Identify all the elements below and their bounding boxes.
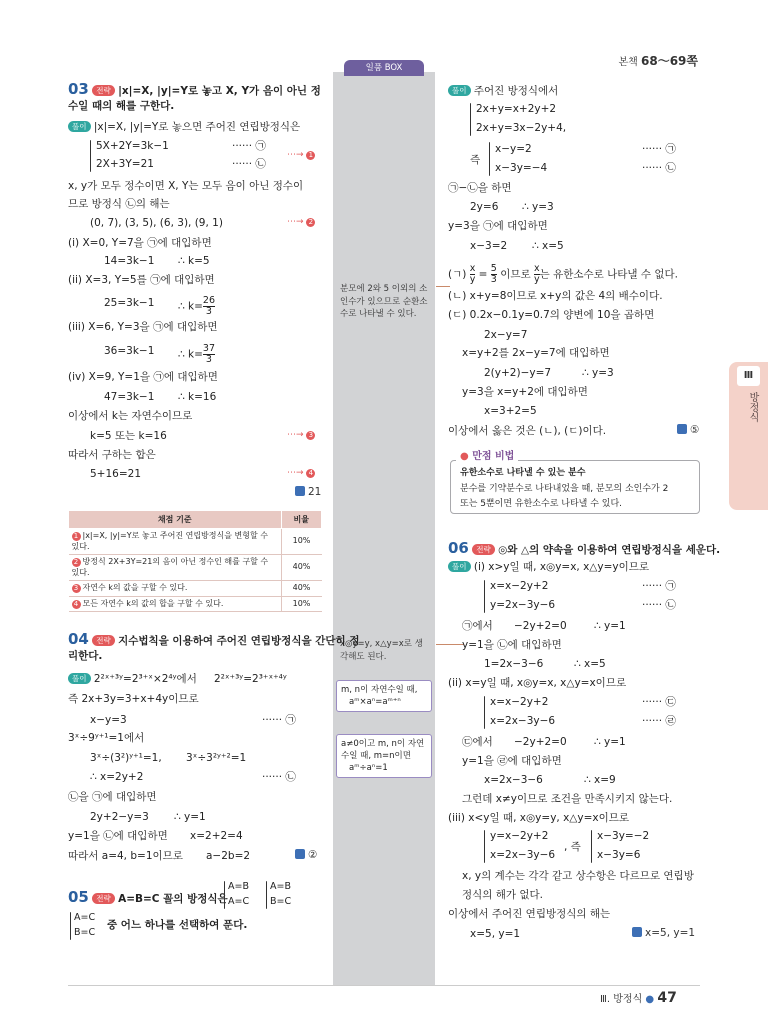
p06-l6: ㉢에서 [462, 736, 493, 748]
brace [224, 881, 225, 909]
footer-chapter: Ⅲ. 방정식 [600, 994, 643, 1005]
numerator: 37 [202, 343, 215, 354]
table-row [69, 529, 322, 555]
p03-case2-result [178, 296, 215, 317]
step-marker-4: ⋯→ 4 [287, 468, 317, 478]
p04-l5b: 3ˣ÷3²ʸ⁺²=1 [186, 752, 247, 764]
criteria-text: 방정식 2X+3Y=21의 음이 아닌 정수인 해를 구할 수 있다. [71, 557, 269, 577]
problem-04-strategy-2: 리한다. [68, 650, 103, 662]
side-notes-column [333, 72, 435, 986]
p04-l2: 즉 2x+3y=3+x+4y이므로 [68, 693, 199, 705]
p05-e2: A=C [228, 896, 250, 907]
p03-case3-eq: 36=3k−1 [104, 345, 155, 357]
p04-l1-text: 2²ˣ⁺³ʸ=2³⁺ˣ×2⁴ʸ에서 [93, 673, 197, 685]
step-1: 1 [306, 151, 315, 160]
p05-e6: B=C [74, 927, 96, 938]
p06-e2-label: ······ ㉡ [642, 599, 676, 611]
p03-l5: 이상에서 k는 자연수이므로 [68, 410, 193, 422]
problem-number: 06 [448, 539, 469, 557]
footer-divider [68, 985, 700, 986]
p06-e3-label: ······ ㉢ [642, 696, 676, 708]
brace [484, 580, 485, 613]
step-1: 1 [72, 532, 81, 541]
r05-e2: 2x+y=3x−2y+4 [476, 122, 563, 134]
frac-x: x [469, 263, 476, 274]
tip-line2: 분수를 기약분수로 나타내었을 때, 분모의 소인수가 2 [460, 484, 669, 494]
p03-case3-result [178, 344, 215, 365]
criteria-text: 자연수 k의 값을 구할 수 있다. [82, 583, 188, 592]
answer-06 [632, 927, 695, 939]
p05-e3: A=B [270, 881, 291, 892]
brace [484, 830, 485, 863]
problem-04-strategy: 지수법칙을 이용하여 주어진 연립방정식을 간단히 정 [118, 635, 360, 647]
brace [484, 696, 485, 729]
p03-eq1: 5X+2Y=3k−1 [96, 140, 169, 152]
p06-l7: y=1을 ㉣에 대입하면 [462, 755, 562, 767]
r05-l4: y=3을 ㉠에 대입하면 [448, 220, 548, 232]
answer-value: ⑤ [690, 424, 700, 436]
problem-06-strategy: ◎와 △의 약속을 이용하여 연립방정식을 세운다. [498, 544, 721, 556]
r05-l11b: ∴ y=3 [582, 367, 614, 379]
note-finite-decimal: 분모에 2와 5 이외의 소인수가 있으므로 순환소수로 나타낼 수 있다. [340, 284, 428, 319]
p03-case3: (iii) X=6, Y=3을 ㉠에 대입하면 [68, 321, 218, 333]
tip-line3: 또는 5뿐이면 유한소수로 나타낼 수 있다. [460, 499, 622, 509]
p06-l9: 그런데 x≠y이므로 조건을 만족시키지 않는다. [462, 793, 673, 805]
note-box-exponent-product [336, 680, 432, 712]
p03-case2: (ii) X=3, Y=5를 ㉠에 대입하면 [68, 274, 215, 286]
p06-l2c: ∴ y=1 [594, 620, 626, 632]
p04-l8: 2y+2−y=3 [90, 811, 149, 823]
p03-case4: (iv) X=9, Y=1을 ㉠에 대입하면 [68, 371, 218, 383]
problem-06-title [448, 541, 720, 557]
step-4: 4 [306, 469, 315, 478]
table-row [69, 596, 322, 612]
table-header [69, 511, 322, 529]
r05-e3-label: ······ ㉠ [642, 143, 676, 155]
table-row [69, 555, 322, 581]
item-label: (ㄱ) [448, 268, 467, 281]
r05-l10: x=y+2를 2x−y=7에 대입하면 [462, 347, 610, 359]
strategy-tag: 전략 [92, 85, 115, 96]
p04-l7: ㉡을 ㉠에 대입하면 [68, 791, 157, 803]
r05-l5: x−3=2 [470, 240, 508, 252]
step-marker-3: ⋯→ 3 [287, 430, 317, 440]
answer-icon [295, 849, 305, 859]
brace [266, 881, 267, 909]
tip-title: 만점 비법 [472, 451, 515, 462]
step-marker-2: ⋯→ 2 [287, 217, 317, 227]
p06-l5: (ii) x=y일 때, x◎y=x, x△y=x이므로 [448, 677, 627, 689]
ratio: 40% [281, 555, 322, 581]
r05-l6-text: 이므로 [500, 268, 531, 281]
table-row [69, 581, 322, 597]
problem-03-title [68, 82, 321, 98]
answer-value: ② [308, 849, 318, 861]
problem-03-strategy: |x|=X, |y|=Y로 놓고 X, Y가 음이 아닌 정 [118, 85, 321, 97]
box2-line3: aᵐ÷aⁿ=1 [349, 763, 388, 773]
problem-number: 04 [68, 630, 89, 648]
chapter-label: 방정식 [747, 392, 758, 422]
r05-l11: 2(y+2)−y=7 [484, 367, 552, 379]
r05-l14: 이상에서 옳은 것은 (ㄴ), (ㄷ)이다. [448, 425, 607, 437]
solution-tag: 풀이 [448, 561, 471, 572]
p04-l9: y=1을 ㉡에 대입하면 [68, 830, 168, 842]
box-tab: 일품 BOX [344, 60, 424, 76]
r05-l13: x=3+2=5 [484, 405, 537, 417]
step-2: 2 [306, 218, 315, 227]
p03-case1-eq: 14=3k−1 [104, 255, 155, 267]
p06-jeuk: , 즉 [564, 841, 581, 853]
header-ratio: 비율 [281, 511, 322, 529]
p06-e4: x=2x−3y−6 [490, 715, 556, 727]
criteria-text: |x|=X, |y|=Y로 놓고 주어진 연립방정식을 변형할 수 있다. [71, 531, 268, 551]
denominator: 3 [205, 306, 212, 317]
step-marker-1: ⋯→ 1 [287, 150, 317, 160]
p03-l8: 5+16=21 [90, 468, 141, 480]
p04-l1b: 2²ˣ⁺³ʸ=2³⁺ˣ⁺⁴ʸ [214, 673, 287, 685]
chapter-number: Ⅲ [737, 366, 760, 386]
r05-l9: 2x−y=7 [484, 329, 528, 341]
numerator: 5 [490, 263, 497, 274]
problem-04-title [68, 632, 360, 648]
problem-number: 05 [68, 888, 89, 906]
r05-e1: 2x+y=x+2y+2 [476, 103, 557, 115]
denominator: 3 [205, 354, 212, 365]
p03-l4: (0, 7), (3, 5), (6, 3), (9, 1) [90, 217, 223, 229]
r05-l2: ㉠−㉡을 하면 [448, 182, 512, 194]
grading-table [68, 510, 322, 612]
denominator: 3 [490, 274, 497, 285]
p06-e1: x=x−2y+2 [490, 580, 549, 592]
connector-line [436, 644, 464, 645]
p03-eq2: 2X+3Y=21 [96, 158, 154, 170]
solution-tag: 풀이 [68, 121, 91, 132]
p06-l8b: ∴ x=9 [584, 774, 616, 786]
page-reference [618, 52, 698, 69]
box2-line2: 수일 때, m=n이면 [341, 751, 411, 761]
step-3: 3 [72, 584, 81, 593]
p04-l1 [68, 672, 197, 686]
p04-l9b: x=2+2=4 [190, 830, 243, 842]
fraction [203, 344, 215, 365]
ratio: 10% [281, 596, 322, 612]
p03-case2-eq: 25=3k−1 [104, 297, 155, 309]
strategy-tag: 전략 [472, 544, 495, 555]
p06-e8: x−3y=6 [597, 849, 641, 861]
answer-value: x=5, y=1 [645, 927, 696, 939]
frac-y: y [533, 274, 540, 285]
answer-04 [295, 849, 317, 861]
step-3: 3 [306, 431, 315, 440]
p04-l3: x−y=3 [90, 714, 127, 726]
p06-l13: 이상에서 주어진 연립방정식의 해는 [448, 908, 611, 920]
ratio: 10% [281, 529, 322, 555]
p06-l1-text: (i) x>y일 때, x◎y=x, x△y=y이므로 [473, 561, 650, 573]
r05-l6: (ㄱ) $\frac{x}{y}$ = $\frac{5}{3}$ 이므로 $\frac{x}{y}$ 는 유한소수로 나타낼 수 없다. [448, 263, 678, 285]
note-operation: x◎y=y, x△y=x로 생각해도 된다. [340, 639, 423, 662]
r05-l1 [448, 84, 558, 98]
step-4: 4 [72, 600, 81, 609]
r05-e2-line: 2x+y=3x−2y+4, [476, 122, 567, 134]
note-box-exponent-division [336, 734, 432, 778]
p06-l1 [448, 560, 649, 574]
p03-l6: k=5 또는 k=16 [90, 430, 167, 442]
answer-icon [632, 927, 642, 937]
r05-l8: (ㄷ) 0.2x−0.1y=0.7의 양변에 10을 곱하면 [448, 309, 655, 321]
r05-l6c: 는 유한소수로 나타낼 수 없다. [539, 268, 678, 281]
p03-case1-result: ∴ k=5 [178, 255, 210, 267]
p04-l6-label: ······ ㉡ [262, 771, 296, 783]
frac-x: x [533, 263, 540, 274]
criteria-text: 모든 자연수 k의 값의 합을 구할 수 있다. [82, 598, 224, 608]
r05-e4: x−3y=−4 [495, 162, 548, 174]
brace [470, 103, 471, 136]
brace [70, 912, 71, 940]
p06-e3: x=x−2y+2 [490, 696, 549, 708]
fraction [491, 264, 497, 285]
p06-l4: 1=2x−3−6 [484, 658, 544, 670]
strategy-tag: 전략 [92, 893, 115, 904]
tip-heading [456, 447, 518, 462]
p04-l8b: ∴ y=1 [174, 811, 206, 823]
p03-case1: (i) X=0, Y=7을 ㉠에 대입하면 [68, 237, 212, 249]
p03-eq2-label: ······ ㉡ [232, 158, 266, 170]
p06-e7: x−3y=−2 [597, 830, 650, 842]
p04-l4: 3ˣ÷9ʸ⁺¹=1에서 [68, 732, 145, 744]
numerator: 26 [202, 295, 215, 306]
box2-line1: a≠0이고 m, n이 자연 [341, 739, 425, 749]
fraction-xy [470, 264, 476, 285]
r05-l3b: ∴ y=3 [522, 201, 554, 213]
p06-l3: y=1을 ㉡에 대입하면 [462, 639, 562, 651]
r05-l5b: ∴ x=5 [532, 240, 564, 252]
lightbulb-icon: ● [460, 451, 469, 462]
p03-line1 [68, 120, 300, 134]
p06-l6b: −2y+2=0 [514, 736, 567, 748]
r05-e3: x−y=2 [495, 143, 532, 155]
answer-value: 21 [308, 486, 322, 498]
p04-l3-label: ······ ㉠ [262, 714, 296, 726]
p03-eq1-label: ······ ㉠ [232, 140, 266, 152]
p05-e1: A=B [228, 881, 249, 892]
header-criteria: 채점 기준 [69, 511, 282, 529]
p03-l2: x, y가 모두 정수이면 X, Y는 모두 음이 아닌 정수이 [68, 180, 304, 192]
problem-05-title [68, 890, 228, 906]
p06-l2: ㉠에서 [462, 620, 493, 632]
r05-l12: y=3을 x=y+2에 대입하면 [462, 386, 588, 398]
problem-05-strategy: A=B=C 꼴의 방정식은 [118, 893, 228, 905]
p03-l1-text: |x|=X, |y|=Y로 놓으면 주어진 연립방정식은 [93, 121, 301, 133]
p03-case4-result: ∴ k=16 [178, 391, 217, 403]
box1-line1: m, n이 자연수일 때, [341, 685, 418, 695]
tip-line1: 유한소수로 나타낼 수 있는 분수 [460, 468, 586, 478]
ref-pages: 68〜69쪽 [641, 54, 698, 68]
p03-l3: 므로 방정식 ㉡의 해는 [68, 198, 170, 210]
p06-l10: (iii) x<y일 때, x◎y=y, x△y=x이므로 [448, 812, 630, 824]
p05-tail: 중 어느 하나를 선택하여 푼다. [107, 919, 248, 931]
r05-l3: 2y=6 [470, 201, 499, 213]
footer: Ⅲ. 방정식 ● 47 [600, 990, 677, 1006]
p06-l6c: ∴ y=1 [594, 736, 626, 748]
step-2: 2 [72, 558, 81, 567]
connector-line [436, 286, 450, 287]
frac-y: y [469, 274, 476, 285]
r05-e4-label: ······ ㉡ [642, 162, 676, 174]
p06-e6: x=2x−3y−6 [490, 849, 556, 861]
p06-l8: x=2x−3−6 [484, 774, 543, 786]
p03-case3-k: ∴ k= [178, 348, 203, 361]
ratio: 40% [281, 581, 322, 597]
p06-l2b: −2y+2=0 [514, 620, 567, 632]
p06-l14: x=5, y=1 [470, 928, 521, 940]
p06-l11: x, y의 계수는 각각 같고 상수항은 다르므로 연립방 [462, 870, 694, 882]
p06-e5: y=x−2y+2 [490, 830, 549, 842]
r05-l1-text: 주어진 방정식에서 [473, 85, 559, 97]
p06-e2: y=2x−3y−6 [490, 599, 556, 611]
answer-03 [295, 486, 321, 498]
p03-case4-eq: 47=3k−1 [104, 391, 155, 403]
fraction [203, 296, 215, 317]
p03-case2-k: ∴ k= [178, 300, 203, 313]
strategy-tag: 전략 [92, 635, 115, 646]
p04-l10b: a−2b=2 [206, 850, 251, 862]
problem-03-strategy-2: 수일 때의 해를 구한다. [68, 100, 175, 112]
solution-tag: 풀이 [448, 85, 471, 96]
page-number: 47 [657, 990, 677, 1006]
answer-05 [677, 424, 699, 436]
p05-e4: B=C [270, 896, 292, 907]
brace [591, 830, 592, 863]
brace [489, 142, 490, 176]
r05-l7: (ㄴ) x+y=8이므로 x+y의 값은 4의 배수이다. [448, 290, 663, 302]
box1-line2: aᵐ×aⁿ=aᵐ⁺ⁿ [349, 697, 401, 707]
p06-l12: 정식의 해가 없다. [462, 889, 544, 901]
ref-prefix: 본책 [618, 57, 638, 68]
p05-e5: A=C [74, 912, 96, 923]
solution-tag: 풀이 [68, 673, 91, 684]
p03-l7: 따라서 구하는 합은 [68, 449, 156, 461]
p06-l4b: ∴ x=5 [574, 658, 606, 670]
p04-l6: ∴ x=2y+2 [90, 771, 144, 783]
p04-l10: 따라서 a=4, b=1이므로 [68, 850, 183, 862]
brace [90, 140, 91, 172]
p04-l5: 3ˣ÷(3²)ʸ⁺¹=1, [90, 752, 162, 764]
p06-e1-label: ······ ㉠ [642, 580, 676, 592]
r05-jeuk: 즉 [470, 154, 481, 166]
answer-icon [677, 424, 687, 434]
answer-icon [295, 486, 305, 496]
p06-e4-label: ······ ㉣ [642, 715, 676, 727]
problem-number: 03 [68, 80, 89, 98]
